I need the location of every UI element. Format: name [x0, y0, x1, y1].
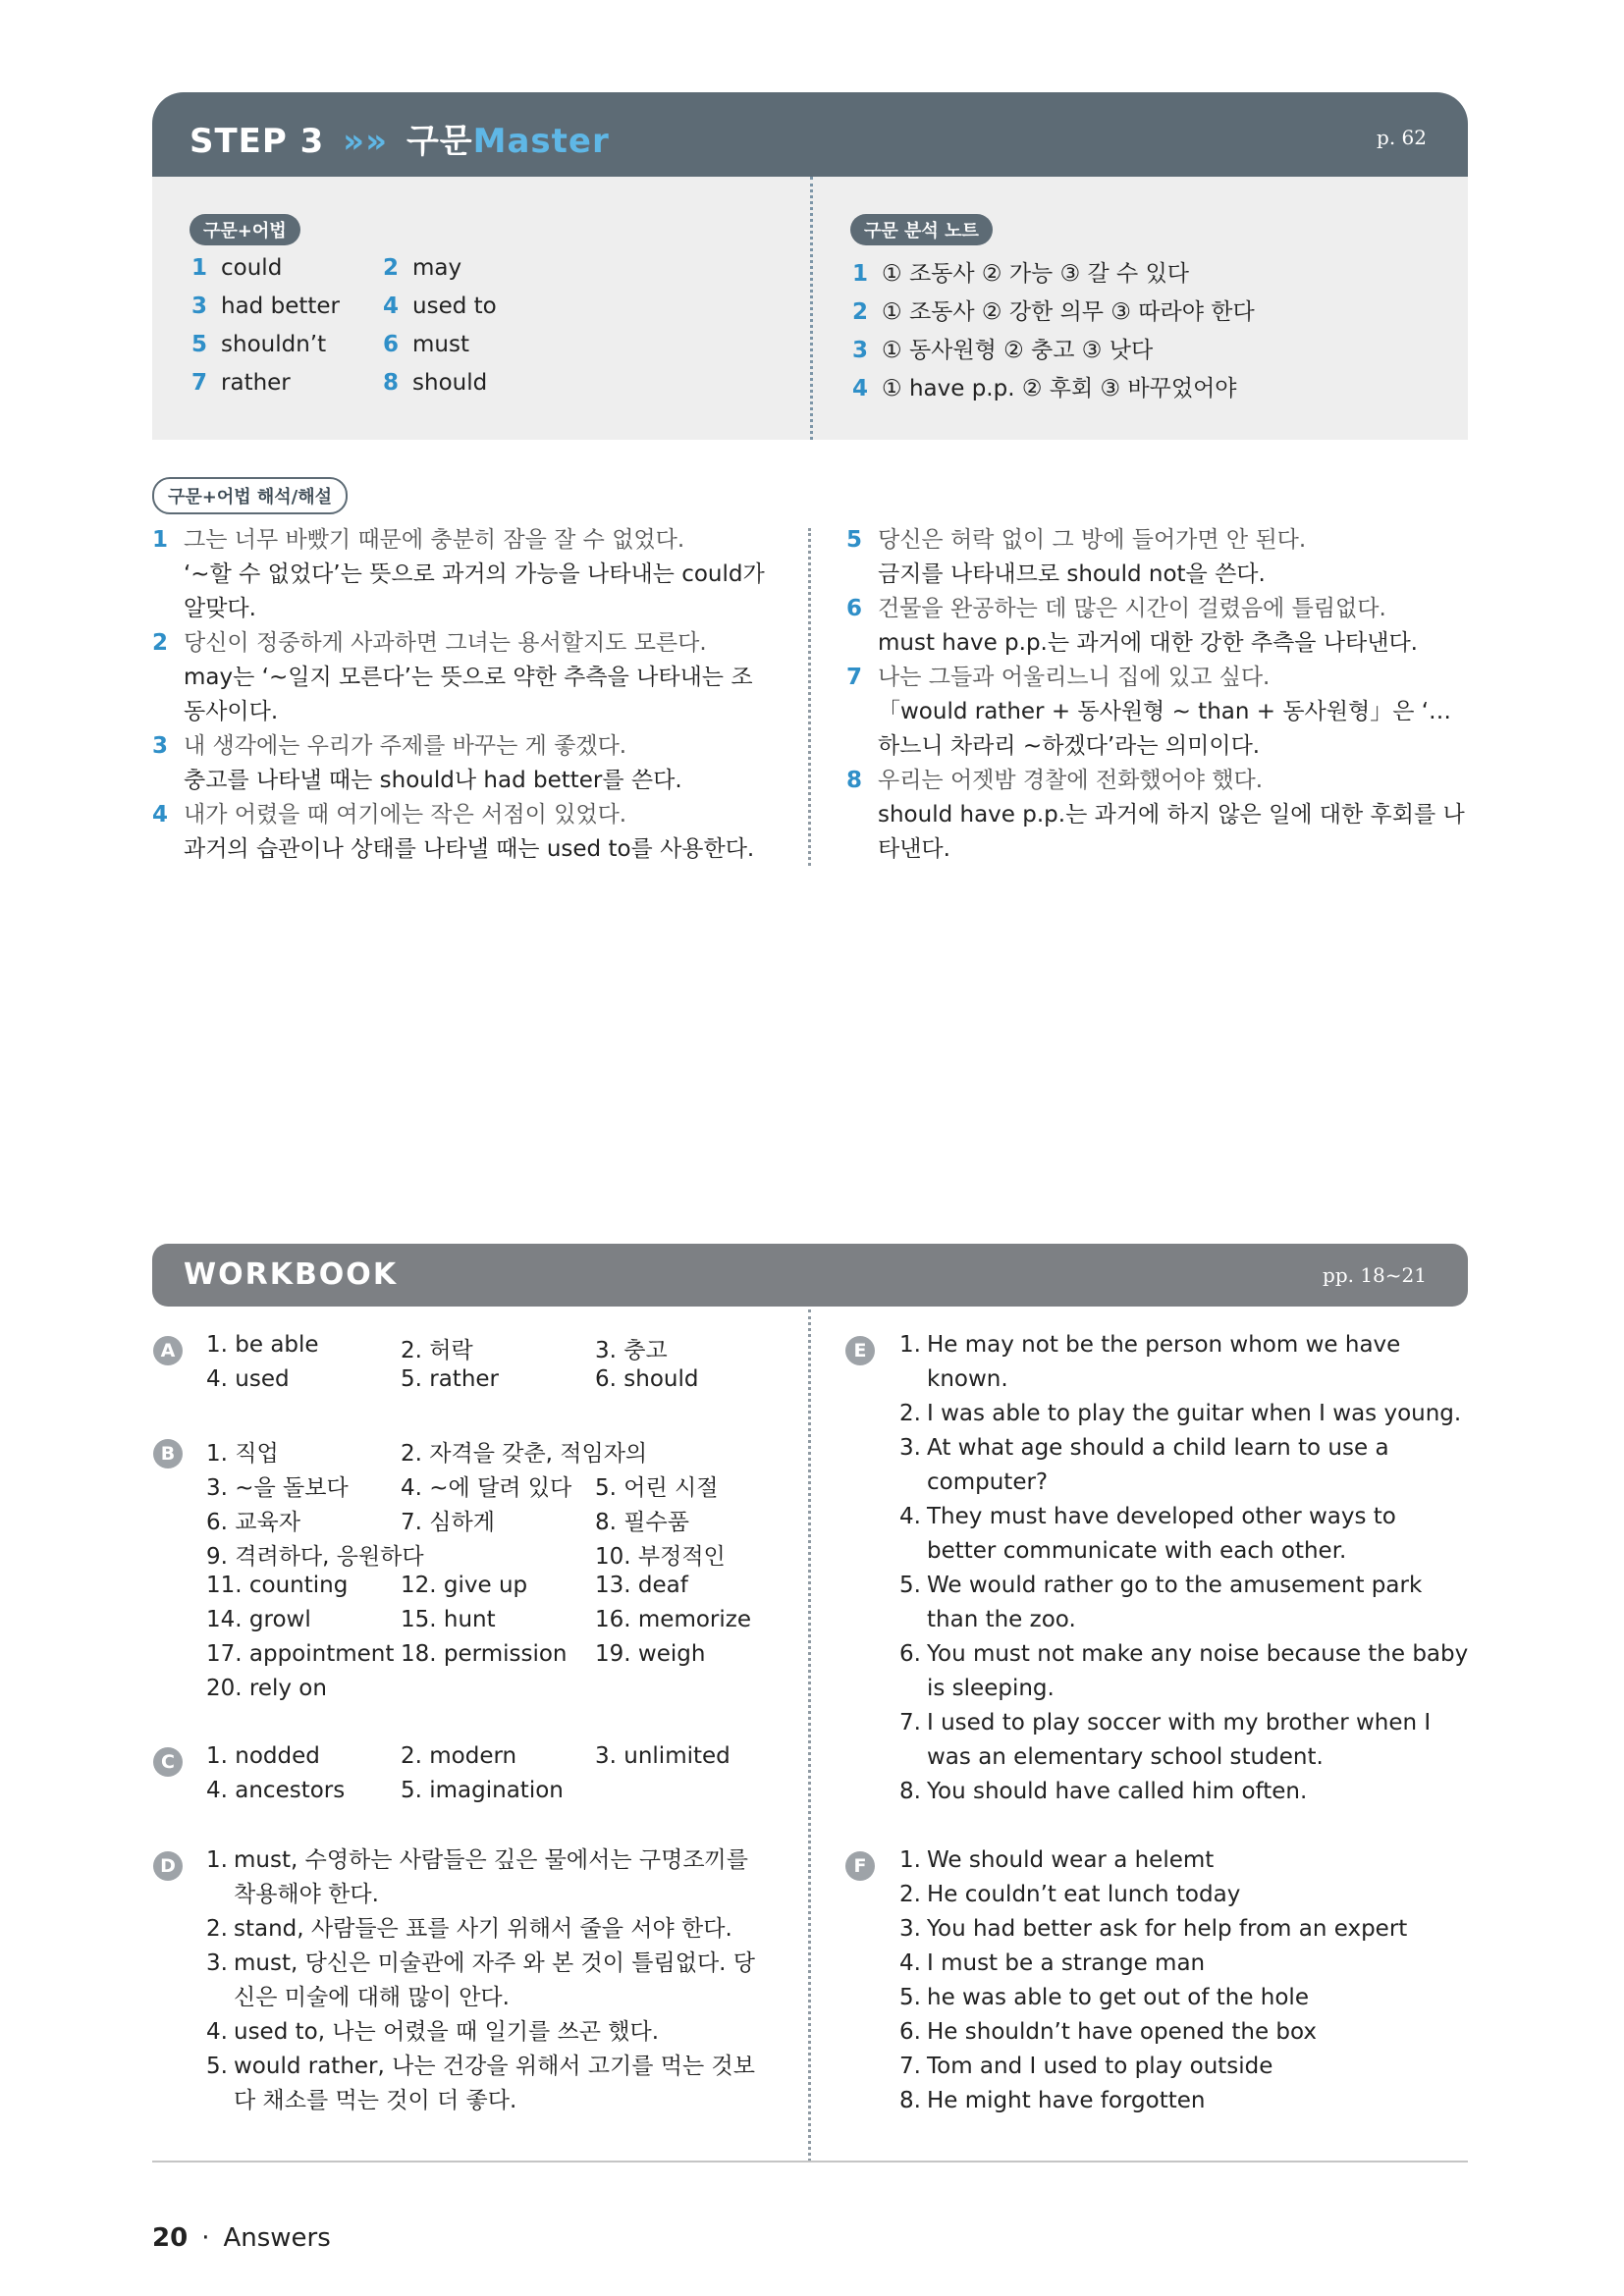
- workbook-answer: 17. appointment: [206, 1641, 395, 1667]
- workbook-sentence: [899, 2015, 1469, 2050]
- workbook-sentence: [899, 1912, 1469, 1947]
- workbook-sentence: [899, 1981, 1469, 2015]
- explanation-item: [152, 729, 773, 798]
- explanation-translation: 우리는 어젯밤 경찰에 전화했어야 했다.: [878, 768, 1264, 793]
- explanation-number: 3: [152, 733, 169, 759]
- item-text: He shouldn’t have opened the box: [927, 2019, 1318, 2045]
- workbook-answer: 10. 부정적인: [595, 1544, 726, 1570]
- workbook-answer: 2. 자격을 갖춘, 적임자의: [401, 1441, 648, 1467]
- answer-text: should: [412, 370, 488, 396]
- explanation-item: [846, 523, 1468, 592]
- explanation-note: 「would rather + 동사원형 ~ than + 동사원형」은 ‘…하느니 차라리 ~하겠다’라는 의미이다.: [878, 699, 1452, 759]
- note-item: [852, 294, 1255, 326]
- item-number: 2.: [206, 1916, 228, 1942]
- item-number: 8.: [899, 2088, 921, 2113]
- answer-text: shouldn’t: [221, 332, 327, 357]
- explanation-item: [152, 626, 773, 729]
- item-number: 2.: [899, 1882, 921, 1907]
- explanation-item: [152, 523, 773, 626]
- double-chevron-icon: »»: [343, 122, 389, 161]
- workbook-answer: 4. used: [206, 1366, 290, 1392]
- section-badge-f: F: [845, 1851, 875, 1881]
- item-number: 3.: [899, 1435, 921, 1461]
- note-text: ① have p.p. ② 후회 ③ 바꾸었어야: [882, 376, 1237, 401]
- answer-text: used to: [412, 294, 497, 319]
- explanation-note: 금지를 나타내므로 should not을 쓴다.: [878, 561, 1266, 587]
- workbook-answer: 1. nodded: [206, 1743, 320, 1769]
- explanation-number: 2: [152, 630, 169, 656]
- explanation-translation: 내 생각에는 우리가 주제를 바꾸는 게 좋겠다.: [184, 733, 627, 759]
- explanation-number: 4: [152, 802, 169, 828]
- workbook-sentence: [206, 2050, 774, 2118]
- explanation-note: ‘~할 수 없었다’는 뜻으로 과거의 가능을 나타내는 could가 알맞다.: [184, 561, 765, 621]
- footer-separator: ·: [201, 2223, 210, 2253]
- workbook-answer: 18. permission: [401, 1641, 568, 1667]
- workbook-answer: 11. counting: [206, 1573, 349, 1598]
- explanation-number: 5: [846, 527, 863, 553]
- workbook-answer: 4. ~에 달려 있다: [401, 1475, 572, 1501]
- explanation-translation: 내가 어렸을 때 여기에는 작은 서점이 있었다.: [184, 802, 627, 828]
- explanation-note: must have p.p.는 과거에 대한 강한 추측을 나타낸다.: [878, 630, 1418, 656]
- item-text: They must have developed other ways to better communicate with each other.: [927, 1504, 1396, 1564]
- workbook-answer: 3. 충고: [595, 1338, 668, 1363]
- explanation-item: [152, 798, 773, 867]
- title-master: Master: [472, 122, 610, 161]
- explanation-note: 과거의 습관이나 상태를 나타낼 때는 used to를 사용한다.: [184, 836, 755, 862]
- answer-text: may: [412, 255, 462, 281]
- workbook-answer: 7. 심하게: [401, 1510, 495, 1535]
- item-text: You had better ask for help from an expert: [927, 1916, 1408, 1942]
- item-text: Tom and I used to play outside: [927, 2054, 1273, 2079]
- grammar-answer-item: [191, 255, 282, 281]
- workbook-sentence: [899, 1431, 1469, 1500]
- workbook-sentence: [206, 1843, 774, 1912]
- dotted-divider: [808, 528, 811, 866]
- item-number: 6.: [899, 1641, 921, 1667]
- item-number: 3.: [206, 1950, 228, 1976]
- workbook-answer: 8. 필수품: [595, 1510, 689, 1535]
- workbook-answer: 5. rather: [401, 1366, 500, 1392]
- note-number: 1: [852, 261, 869, 287]
- answer-number: 5: [191, 332, 208, 357]
- step3-answer-panel: [152, 177, 1468, 440]
- workbook-sentence: [206, 2015, 774, 2050]
- item-text: I used to play soccer with my brother when I was an elementary school student.: [927, 1710, 1432, 1770]
- grammar-answer-item: [191, 332, 326, 357]
- grammar-answer-item: [383, 370, 487, 396]
- workbook-page-ref: pp. 18~21: [1323, 1263, 1427, 1287]
- workbook-sentence: [899, 1397, 1469, 1431]
- workbook-answer: 2. 허락: [401, 1338, 473, 1363]
- answer-number: 3: [191, 294, 208, 319]
- workbook-sentence: [899, 1328, 1469, 1397]
- answer-number: 2: [383, 255, 400, 281]
- item-text: He may not be the person whom we have known.: [927, 1332, 1401, 1392]
- item-number: 1.: [206, 1847, 228, 1873]
- title-korean: 구문: [406, 122, 473, 161]
- explanation-item: [846, 592, 1468, 661]
- workbook-answer: 6. 교육자: [206, 1510, 300, 1535]
- dotted-divider: [810, 177, 813, 440]
- item-number: 6.: [899, 2019, 921, 2045]
- item-number: 1.: [899, 1847, 921, 1873]
- step3-title: [189, 114, 610, 162]
- item-number: 7.: [899, 1710, 921, 1735]
- item-number: 7.: [899, 2054, 921, 2079]
- explanation-translation: 건물을 완공하는 데 많은 시간이 걸렸음에 틀림없다.: [878, 596, 1386, 621]
- item-text: He might have forgotten: [927, 2088, 1206, 2113]
- note-number: 4: [852, 376, 869, 401]
- explanation-translation: 나는 그들과 어울리느니 집에 있고 싶다.: [878, 665, 1271, 690]
- explanation-translation: 당신은 허락 없이 그 방에 들어가면 안 된다.: [878, 527, 1307, 553]
- workbook-e-answers: [899, 1328, 1469, 1809]
- note-text: ① 동사원형 ② 충고 ③ 낫다: [882, 338, 1154, 363]
- grammar-answer-item: [191, 294, 340, 319]
- step3-header: [152, 92, 1468, 177]
- item-number: 5.: [899, 1985, 921, 2010]
- explanation-note: may는 ‘~일지 모른다’는 뜻으로 약한 추측을 나타내는 조동사이다.: [184, 665, 753, 724]
- item-text: stand, 사람들은 표를 사기 위해서 줄을 서야 한다.: [234, 1916, 732, 1942]
- page-footer: [152, 2223, 331, 2253]
- answer-text: had better: [221, 294, 340, 319]
- step3-page-ref: p. 62: [1377, 126, 1427, 149]
- item-number: 2.: [899, 1401, 921, 1426]
- item-number: 1.: [899, 1332, 921, 1358]
- page-number: 20: [152, 2223, 189, 2253]
- explanation-label: 구문+어법 해석/해설: [152, 477, 348, 514]
- workbook-answer: 1. 직업: [206, 1441, 279, 1467]
- grammar-answer-item: [383, 294, 497, 319]
- item-number: 3.: [899, 1916, 921, 1942]
- explanation-note: should have p.p.는 과거에 하지 않은 일에 대한 후회를 나타낸다.: [878, 802, 1465, 862]
- item-text: You should have called him often.: [927, 1779, 1308, 1804]
- notes-label: 구문 분석 노트: [850, 214, 993, 245]
- workbook-answer: 20. rely on: [206, 1676, 327, 1701]
- section-badge-b: B: [153, 1439, 183, 1468]
- workbook-answer: 3. unlimited: [595, 1743, 731, 1769]
- item-number: 4.: [899, 1950, 921, 1976]
- note-number: 2: [852, 299, 869, 325]
- workbook-answer: 1. be able: [206, 1332, 319, 1358]
- workbook-sentence: [899, 1706, 1469, 1775]
- workbook-answer: 4. ancestors: [206, 1778, 346, 1803]
- grammar-answer-item: [383, 332, 469, 357]
- item-text: At what age should a child learn to use a computer?: [927, 1435, 1389, 1495]
- answer-text: must: [412, 332, 469, 357]
- workbook-sentence: [899, 1843, 1469, 1878]
- note-text: ① 조동사 ② 가능 ③ 갈 수 있다: [882, 261, 1190, 287]
- item-number: 5.: [206, 2054, 228, 2079]
- note-text: ① 조동사 ② 강한 의무 ③ 따라야 한다: [882, 299, 1255, 325]
- workbook-answer: 9. 격려하다, 응원하다: [206, 1544, 424, 1570]
- explanation-number: 6: [846, 596, 863, 621]
- section-badge-a: A: [153, 1336, 183, 1365]
- explanation-number: 8: [846, 768, 863, 793]
- note-item: [852, 370, 1237, 402]
- explanation-number: 1: [152, 527, 169, 553]
- workbook-sentence: [899, 1637, 1469, 1706]
- explanation-translation: 그는 너무 바빴기 때문에 충분히 잠을 잘 수 없었다.: [184, 527, 685, 553]
- workbook-answer: 16. memorize: [595, 1607, 751, 1632]
- workbook-answer: 3. ~을 돌보다: [206, 1475, 349, 1501]
- workbook-answer: 19. weigh: [595, 1641, 706, 1667]
- workbook-answer: 6. should: [595, 1366, 699, 1392]
- item-text: he was able to get out of the hole: [927, 1985, 1309, 2010]
- explanation-note: 충고를 나타낼 때는 should나 had better를 쓴다.: [184, 768, 682, 793]
- step-label: STEP 3: [189, 122, 325, 161]
- workbook-sentence: [899, 1569, 1469, 1637]
- section-badge-e: E: [845, 1336, 875, 1365]
- item-number: 4.: [206, 2019, 228, 2045]
- section-badge-d: D: [153, 1851, 183, 1881]
- workbook-answer: 13. deaf: [595, 1573, 688, 1598]
- answer-number: 1: [191, 255, 208, 281]
- item-text: must, 수영하는 사람들은 깊은 물에서는 구명조끼를 착용해야 한다.: [234, 1847, 748, 1907]
- explanations-left: [152, 523, 773, 867]
- note-number: 3: [852, 338, 869, 363]
- workbook-sentence: [899, 1775, 1469, 1809]
- item-number: 4.: [899, 1504, 921, 1529]
- answer-number: 7: [191, 370, 208, 396]
- workbook-d-answers: [206, 1843, 774, 2118]
- explanation-item: [846, 661, 1468, 764]
- explanation-number: 7: [846, 665, 863, 690]
- note-item: [852, 255, 1189, 288]
- workbook-sentence: [899, 1500, 1469, 1569]
- workbook-sentence: [206, 1912, 774, 1947]
- grammar-label: 구문+어법: [189, 214, 300, 245]
- workbook-answer: 14. growl: [206, 1607, 311, 1632]
- footer-rule: [152, 2161, 1468, 2163]
- item-text: must, 당신은 미술관에 자주 와 본 것이 틀림없다. 당신은 미술에 대해 많이 안다.: [234, 1950, 756, 2010]
- item-text: I must be a strange man: [927, 1950, 1206, 1976]
- item-text: We would rather go to the amusement park than the zoo.: [927, 1573, 1423, 1632]
- item-text: used to, 나는 어렸을 때 일기를 쓰곤 했다.: [234, 2019, 660, 2045]
- answer-text: could: [221, 255, 283, 281]
- note-item: [852, 332, 1153, 364]
- item-text: would rather, 나는 건강을 위해서 고기를 먹는 것보다 채소를 먹는 것이 더 좋다.: [234, 2054, 755, 2113]
- answer-number: 6: [383, 332, 400, 357]
- workbook-answer: 2. modern: [401, 1743, 517, 1769]
- grammar-answer-item: [383, 255, 461, 281]
- grammar-answer-item: [191, 370, 291, 396]
- workbook-header: [152, 1244, 1468, 1307]
- item-number: 8.: [899, 1779, 921, 1804]
- answer-number: 4: [383, 294, 400, 319]
- workbook-answer: 5. 어린 시절: [595, 1475, 719, 1501]
- item-number: 5.: [899, 1573, 921, 1598]
- workbook-sentence: [206, 1947, 774, 2015]
- explanation-item: [846, 764, 1468, 867]
- explanation-translation: 당신이 정중하게 사과하면 그녀는 용서할지도 모른다.: [184, 630, 707, 656]
- workbook-sentence: [899, 2050, 1469, 2084]
- section-badge-c: C: [153, 1747, 183, 1777]
- workbook-f-answers: [899, 1843, 1469, 2118]
- item-text: He couldn’t eat lunch today: [927, 1882, 1241, 1907]
- workbook-answer: 15. hunt: [401, 1607, 496, 1632]
- workbook-sentence: [899, 1947, 1469, 1981]
- workbook-sentence: [899, 2084, 1469, 2118]
- workbook-answer: 5. imagination: [401, 1778, 564, 1803]
- item-text: I was able to play the guitar when I was young.: [927, 1401, 1462, 1426]
- item-text: You must not make any noise because the baby is sleeping.: [927, 1641, 1469, 1701]
- workbook-title: WORKBOOK: [184, 1257, 399, 1292]
- dotted-divider: [808, 1309, 811, 2162]
- answer-text: rather: [221, 370, 291, 396]
- answer-number: 8: [383, 370, 400, 396]
- footer-section: Answers: [223, 2223, 331, 2253]
- workbook-answer: 12. give up: [401, 1573, 528, 1598]
- explanations-right: [846, 523, 1468, 867]
- workbook-sentence: [899, 1878, 1469, 1912]
- item-text: We should wear a helemt: [927, 1847, 1215, 1873]
